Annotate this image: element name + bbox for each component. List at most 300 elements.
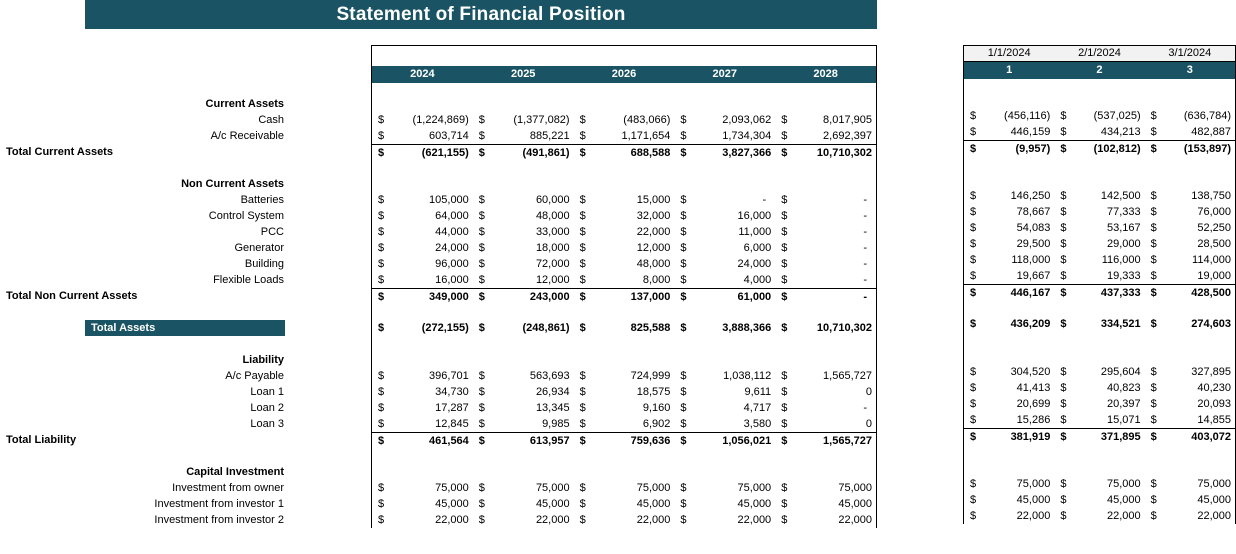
cell-value: 613,957 — [529, 434, 570, 447]
cell-value: 54,083 — [1016, 222, 1051, 234]
currency-symbol: $ — [579, 226, 586, 238]
cell-current_assets_header-y-2 — [574, 96, 675, 112]
currency-symbol: $ — [680, 402, 687, 414]
currency-symbol: $ — [1060, 286, 1067, 299]
currency-symbol: $ — [579, 114, 586, 126]
cell-ac_receivable-m-0 — [964, 124, 1054, 140]
cell-total_liability-m-2 — [1145, 428, 1235, 444]
currency-symbol: $ — [680, 386, 687, 398]
cell-spacer_1-y-0 — [372, 160, 473, 176]
currency-symbol: $ — [1060, 494, 1067, 506]
cell-value: 437,333 — [1100, 286, 1141, 299]
currency-symbol: $ — [1060, 270, 1067, 282]
row-label-generator: Generator — [234, 242, 284, 254]
table-row — [964, 268, 1235, 284]
annual-table-year-header-row — [372, 66, 876, 83]
cell-current_assets_header-y-3 — [674, 96, 775, 112]
currency-symbol: $ — [378, 146, 385, 159]
cell-building-m-1 — [1054, 252, 1144, 268]
currency-symbol: $ — [680, 210, 687, 222]
table-row — [964, 444, 1235, 460]
cell-generator-m-1 — [1054, 236, 1144, 252]
cell-value: 428,500 — [1191, 286, 1231, 299]
cell-value: 6,902 — [642, 418, 671, 430]
currency-symbol: $ — [781, 514, 788, 526]
cell-total_liability-y-1 — [473, 432, 574, 448]
cell-value: - — [863, 290, 867, 303]
cell-value: 28,500 — [1197, 238, 1231, 250]
cell-spacer_2-y-4 — [775, 304, 876, 320]
cell-cash-y-1 — [473, 112, 574, 128]
table-row — [964, 428, 1235, 444]
cell-generator-y-4 — [775, 240, 876, 256]
currency-symbol: $ — [579, 258, 586, 270]
cell-cash-y-4 — [775, 112, 876, 128]
cell-value: 45,000 — [838, 498, 872, 510]
currency-symbol: $ — [1060, 430, 1067, 443]
cell-total_current_assets-m-1 — [1054, 140, 1144, 156]
cell-value: 45,000 — [1107, 494, 1141, 506]
row-label-column — [0, 96, 286, 528]
currency-symbol: $ — [1150, 286, 1157, 299]
cell-value: (1,224,869) — [412, 114, 469, 126]
table-row — [372, 192, 876, 208]
cell-pcc-y-2 — [574, 224, 675, 240]
cell-pcc-y-0 — [372, 224, 473, 240]
cell-total_current_assets-y-1 — [473, 144, 574, 160]
table-row — [372, 272, 876, 288]
cell-spacer_2-m-0 — [964, 300, 1054, 316]
cell-value: 146,250 — [1010, 190, 1051, 202]
currency-symbol: $ — [579, 274, 586, 286]
monthly-table-body — [964, 79, 1235, 524]
cell-current_assets_header-m-1 — [1054, 92, 1144, 108]
cell-spacer_4-y-3 — [674, 448, 775, 464]
cell-spacer_2-m-1 — [1054, 300, 1144, 316]
row-label-liability_header: Liability — [242, 354, 284, 366]
cell-pcc-y-3 — [674, 224, 775, 240]
currency-symbol: $ — [378, 322, 385, 334]
currency-symbol: $ — [781, 418, 788, 430]
cell-liability_header-m-1 — [1054, 348, 1144, 364]
currency-symbol: $ — [478, 402, 485, 414]
currency-symbol: $ — [1060, 478, 1067, 490]
row-label-cash: Cash — [258, 114, 284, 126]
cell-value: - — [863, 274, 867, 286]
cell-value: 45,000 — [1016, 494, 1051, 506]
table-row — [964, 156, 1235, 172]
cell-total_liability-y-3 — [674, 432, 775, 448]
monthly-table-period-header-row — [964, 62, 1235, 79]
cell-total_assets-y-4 — [775, 320, 876, 336]
table-row — [964, 364, 1235, 380]
cell-capital_investment_header-y-1 — [473, 464, 574, 480]
cell-value: 18,575 — [636, 386, 671, 398]
currency-symbol: $ — [1150, 398, 1157, 410]
currency-symbol: $ — [1150, 478, 1157, 490]
cell-spacer_4-m-1 — [1054, 444, 1144, 460]
currency-symbol: $ — [680, 274, 687, 286]
cell-total_liability-y-0 — [372, 432, 473, 448]
cell-value: 724,999 — [630, 370, 671, 382]
cell-loan_3-y-2 — [574, 416, 675, 432]
cell-cash-y-3 — [674, 112, 775, 128]
currency-symbol: $ — [378, 274, 385, 286]
currency-symbol: $ — [1150, 382, 1157, 394]
cell-ac_receivable-y-3 — [674, 128, 775, 144]
cell-non_current_assets_header-m-0 — [964, 172, 1054, 188]
currency-symbol: $ — [680, 418, 687, 430]
cell-loan_2-y-4 — [775, 400, 876, 416]
row-label-loan_3: Loan 3 — [250, 418, 284, 430]
currency-symbol: $ — [1150, 110, 1157, 122]
currency-symbol: $ — [970, 382, 977, 394]
currency-symbol: $ — [680, 194, 687, 206]
cell-total_assets-y-0 — [372, 320, 473, 336]
cell-value: 334,521 — [1100, 318, 1141, 330]
cell-loan_2-m-0 — [964, 396, 1054, 412]
cell-value: 40,823 — [1107, 382, 1141, 394]
currency-symbol: $ — [478, 514, 485, 526]
table-row — [372, 160, 876, 176]
cell-ac_receivable-y-0 — [372, 128, 473, 144]
currency-symbol: $ — [378, 210, 385, 222]
cell-investment_owner-y-2 — [574, 480, 675, 496]
cell-liability_header-y-4 — [775, 352, 876, 368]
cell-pcc-m-1 — [1054, 220, 1144, 236]
cell-control_system-m-0 — [964, 204, 1054, 220]
cell-investment_owner-y-3 — [674, 480, 775, 496]
cell-value: 142,500 — [1100, 190, 1141, 202]
currency-symbol: $ — [781, 402, 788, 414]
monthly-date-header-1: 2/1/2024 — [1078, 47, 1121, 59]
currency-symbol: $ — [1150, 222, 1157, 234]
annual-year-header-1: 2025 — [510, 68, 536, 80]
cell-value: 22,000 — [838, 514, 872, 526]
cell-control_system-y-0 — [372, 208, 473, 224]
currency-symbol: $ — [781, 498, 788, 510]
currency-symbol: $ — [1150, 366, 1157, 378]
cell-value: (153,897) — [1183, 142, 1231, 155]
cell-flexible_loads-y-2 — [574, 272, 675, 288]
currency-symbol: $ — [378, 434, 385, 447]
cell-value: 885,221 — [529, 130, 570, 142]
currency-symbol: $ — [1150, 190, 1157, 202]
cell-value: 14,855 — [1197, 414, 1231, 426]
cell-value: 24,000 — [435, 242, 469, 254]
cell-value: 34,730 — [435, 386, 469, 398]
cell-value: 45,000 — [535, 498, 570, 510]
cell-value: (248,861) — [522, 322, 570, 334]
cell-capital_investment_header-y-3 — [674, 464, 775, 480]
currency-symbol: $ — [970, 222, 977, 234]
currency-symbol: $ — [478, 226, 485, 238]
currency-symbol: $ — [680, 514, 687, 526]
currency-symbol: $ — [1150, 206, 1157, 218]
cell-spacer_2-y-0 — [372, 304, 473, 320]
currency-symbol: $ — [378, 482, 385, 494]
currency-symbol: $ — [781, 130, 788, 142]
cell-batteries-m-2 — [1145, 188, 1235, 204]
table-row — [964, 188, 1235, 204]
table-row — [372, 128, 876, 144]
cell-value: - — [762, 194, 767, 206]
currency-symbol: $ — [680, 370, 687, 382]
cell-value: 45,000 — [435, 498, 469, 510]
cell-spacer_3-y-3 — [674, 336, 775, 352]
currency-symbol: $ — [378, 242, 385, 254]
cell-investment_owner-y-0 — [372, 480, 473, 496]
cell-value: 29,500 — [1016, 238, 1051, 250]
cell-building-y-0 — [372, 256, 473, 272]
cell-value: 0 — [865, 386, 872, 398]
cell-value: 0 — [865, 418, 872, 430]
cell-value: 396,701 — [429, 370, 469, 382]
cell-value: 8,017,905 — [823, 114, 872, 126]
cell-spacer_2-y-3 — [674, 304, 775, 320]
cell-value: 446,159 — [1010, 126, 1051, 138]
cell-value: 138,750 — [1191, 190, 1231, 202]
cell-value: (621,155) — [421, 146, 469, 159]
currency-symbol: $ — [1060, 398, 1067, 410]
cell-spacer_1-m-0 — [964, 156, 1054, 172]
cell-total_current_assets-m-2 — [1145, 140, 1235, 156]
currency-symbol: $ — [579, 290, 586, 303]
cell-value: (491,861) — [522, 146, 570, 159]
cell-value: 96,000 — [435, 258, 469, 270]
cell-flexible_loads-m-2 — [1145, 268, 1235, 284]
currency-symbol: $ — [1150, 494, 1157, 506]
cell-value: 32,000 — [636, 210, 671, 222]
cell-current_assets_header-y-1 — [473, 96, 574, 112]
table-row — [372, 384, 876, 400]
cell-loan_1-y-2 — [574, 384, 675, 400]
cell-current_assets_header-y-4 — [775, 96, 876, 112]
annual-year-header-4: 2028 — [813, 68, 838, 80]
cell-value: 53,167 — [1107, 222, 1141, 234]
cell-spacer_1-y-1 — [473, 160, 574, 176]
table-row — [964, 332, 1235, 348]
cell-value: 72,000 — [535, 258, 570, 270]
cell-spacer_3-y-1 — [473, 336, 574, 352]
cell-value: 45,000 — [1197, 494, 1231, 506]
cell-ac_receivable-y-1 — [473, 128, 574, 144]
currency-symbol: $ — [680, 226, 687, 238]
cell-total_non_current_assets-y-1 — [473, 288, 574, 304]
table-row — [372, 432, 876, 448]
row-label-total_current_assets: Total Current Assets — [6, 146, 113, 158]
currency-symbol: $ — [970, 190, 977, 202]
cell-value: (456,116) — [1004, 110, 1051, 122]
cell-value: 19,333 — [1107, 270, 1141, 282]
cell-value: 75,000 — [737, 482, 772, 494]
table-row — [964, 460, 1235, 476]
cell-total_liability-y-2 — [574, 432, 675, 448]
cell-ac_payable-m-0 — [964, 364, 1054, 380]
cell-value: - — [863, 242, 867, 254]
cell-total_current_assets-m-0 — [964, 140, 1054, 156]
cell-ac_payable-y-3 — [674, 368, 775, 384]
row-label-control_system: Control System — [208, 210, 284, 222]
row-label-total_assets[interactable]: Total Assets — [85, 320, 285, 336]
row-label-non_current_assets_header: Non Current Assets — [181, 178, 284, 190]
currency-symbol: $ — [680, 290, 687, 303]
currency-symbol: $ — [781, 210, 788, 222]
currency-symbol: $ — [970, 110, 977, 122]
cell-capital_investment_header-y-4 — [775, 464, 876, 480]
cell-loan_3-y-1 — [473, 416, 574, 432]
annual-year-header-3: 2027 — [712, 68, 738, 80]
cell-value: 446,167 — [1010, 286, 1051, 299]
cell-value: 22,000 — [1197, 510, 1231, 522]
cell-flexible_loads-y-1 — [473, 272, 574, 288]
cell-value: 40,230 — [1197, 382, 1231, 394]
currency-symbol: $ — [579, 242, 586, 254]
currency-symbol: $ — [781, 194, 788, 206]
currency-symbol: $ — [1060, 414, 1067, 426]
monthly-period-header-0: 1 — [1006, 64, 1013, 76]
cell-batteries-m-0 — [964, 188, 1054, 204]
cell-value: 15,286 — [1016, 414, 1051, 426]
cell-current_assets_header-m-2 — [1145, 92, 1235, 108]
cell-value: 137,000 — [630, 290, 671, 303]
cell-value: 20,397 — [1107, 398, 1141, 410]
table-row — [372, 464, 876, 480]
cell-value: 61,000 — [737, 290, 772, 303]
cell-liability_header-y-1 — [473, 352, 574, 368]
cell-value: 75,000 — [1197, 478, 1231, 490]
row-label-investment_investor_1: Investment from investor 1 — [154, 498, 284, 510]
currency-symbol: $ — [579, 210, 586, 222]
cell-value: 48,000 — [636, 258, 671, 270]
annual-table-body — [372, 83, 876, 528]
cell-total_current_assets-y-2 — [574, 144, 675, 160]
cell-value: 3,580 — [743, 418, 772, 430]
table-row — [372, 112, 876, 128]
currency-symbol: $ — [478, 130, 485, 142]
row-label-current_assets_header: Current Assets — [205, 98, 284, 110]
currency-symbol: $ — [781, 114, 788, 126]
cell-total_assets-m-2 — [1145, 316, 1235, 332]
row-label-pcc: PCC — [260, 226, 284, 238]
currency-symbol: $ — [579, 498, 586, 510]
currency-symbol: $ — [970, 254, 977, 266]
cell-spacer_3-y-2 — [574, 336, 675, 352]
cell-loan_1-y-3 — [674, 384, 775, 400]
cell-flexible_loads-y-4 — [775, 272, 876, 288]
cell-value: 371,895 — [1100, 430, 1141, 443]
table-row — [372, 416, 876, 432]
cell-value: 75,000 — [838, 482, 872, 494]
cell-value: 17,287 — [435, 402, 469, 414]
cell-spacer_4-y-2 — [574, 448, 675, 464]
table-row — [964, 108, 1235, 124]
cell-value: 15,071 — [1107, 414, 1141, 426]
cell-value: 76,000 — [1197, 206, 1231, 218]
currency-symbol: $ — [378, 290, 385, 303]
cell-ac_payable-y-0 — [372, 368, 473, 384]
cell-building-m-0 — [964, 252, 1054, 268]
cell-value: 22,000 — [636, 226, 671, 238]
cell-value: 295,604 — [1100, 366, 1141, 378]
currency-symbol: $ — [1060, 126, 1067, 138]
currency-symbol: $ — [478, 210, 485, 222]
cell-spacer_1-m-1 — [1054, 156, 1144, 172]
cell-ac_receivable-m-2 — [1145, 124, 1235, 140]
cell-total_current_assets-y-0 — [372, 144, 473, 160]
cell-value: 105,000 — [429, 194, 469, 206]
row-label-total_non_current_assets: Total Non Current Assets — [6, 290, 138, 302]
cell-batteries-y-2 — [574, 192, 675, 208]
currency-symbol: $ — [781, 370, 788, 382]
currency-symbol: $ — [579, 194, 586, 206]
currency-symbol: $ — [680, 322, 687, 334]
cell-loan_3-y-4 — [775, 416, 876, 432]
cell-investment_investor_2-y-1 — [473, 512, 574, 528]
cell-value: - — [863, 402, 867, 414]
cell-spacer_3-m-0 — [964, 332, 1054, 348]
table-row — [372, 176, 876, 192]
cell-value: 16,000 — [737, 210, 772, 222]
cell-non_current_assets_header-m-2 — [1145, 172, 1235, 188]
cell-value: 349,000 — [429, 290, 469, 303]
cell-flexible_loads-m-1 — [1054, 268, 1144, 284]
cell-control_system-y-4 — [775, 208, 876, 224]
cell-total_non_current_assets-y-3 — [674, 288, 775, 304]
row-label-building: Building — [244, 258, 284, 270]
cell-spacer_2-y-2 — [574, 304, 675, 320]
table-row — [964, 92, 1235, 108]
currency-symbol: $ — [781, 226, 788, 238]
cell-value: 3,888,366 — [722, 322, 772, 334]
annual-table-blank-header — [372, 45, 876, 66]
cell-value: 403,072 — [1191, 430, 1231, 443]
currency-symbol: $ — [680, 130, 687, 142]
currency-symbol: $ — [781, 274, 788, 286]
currency-symbol: $ — [970, 366, 977, 378]
currency-symbol: $ — [1060, 510, 1067, 522]
annual-year-header-2: 2026 — [611, 68, 637, 80]
cell-spacer_4-y-4 — [775, 448, 876, 464]
currency-symbol: $ — [478, 114, 485, 126]
table-row — [964, 316, 1235, 332]
cell-pcc-y-1 — [473, 224, 574, 240]
cell-non_current_assets_header-y-4 — [775, 176, 876, 192]
table-row — [372, 448, 876, 464]
table-row — [372, 144, 876, 160]
cell-total_liability-m-0 — [964, 428, 1054, 444]
cell-spacer_1-y-3 — [674, 160, 775, 176]
cell-value: 16,000 — [435, 274, 469, 286]
currency-symbol: $ — [478, 146, 485, 159]
cell-investment_investor_2-m-2 — [1145, 508, 1235, 524]
currency-symbol: $ — [378, 514, 385, 526]
cell-investment_investor_1-m-0 — [964, 492, 1054, 508]
table-row — [964, 508, 1235, 524]
monthly-date-header-2: 3/1/2024 — [1168, 47, 1212, 59]
currency-symbol: $ — [579, 130, 586, 142]
currency-symbol: $ — [970, 126, 977, 138]
cell-value: 3,827,366 — [722, 146, 772, 159]
currency-symbol: $ — [781, 242, 788, 254]
table-row — [372, 96, 876, 112]
table-row — [964, 236, 1235, 252]
cell-investment_investor_2-m-1 — [1054, 508, 1144, 524]
currency-symbol: $ — [680, 434, 687, 447]
table-row — [964, 252, 1235, 268]
cell-value: 45,000 — [636, 498, 671, 510]
cell-spacer_3-m-1 — [1054, 332, 1144, 348]
